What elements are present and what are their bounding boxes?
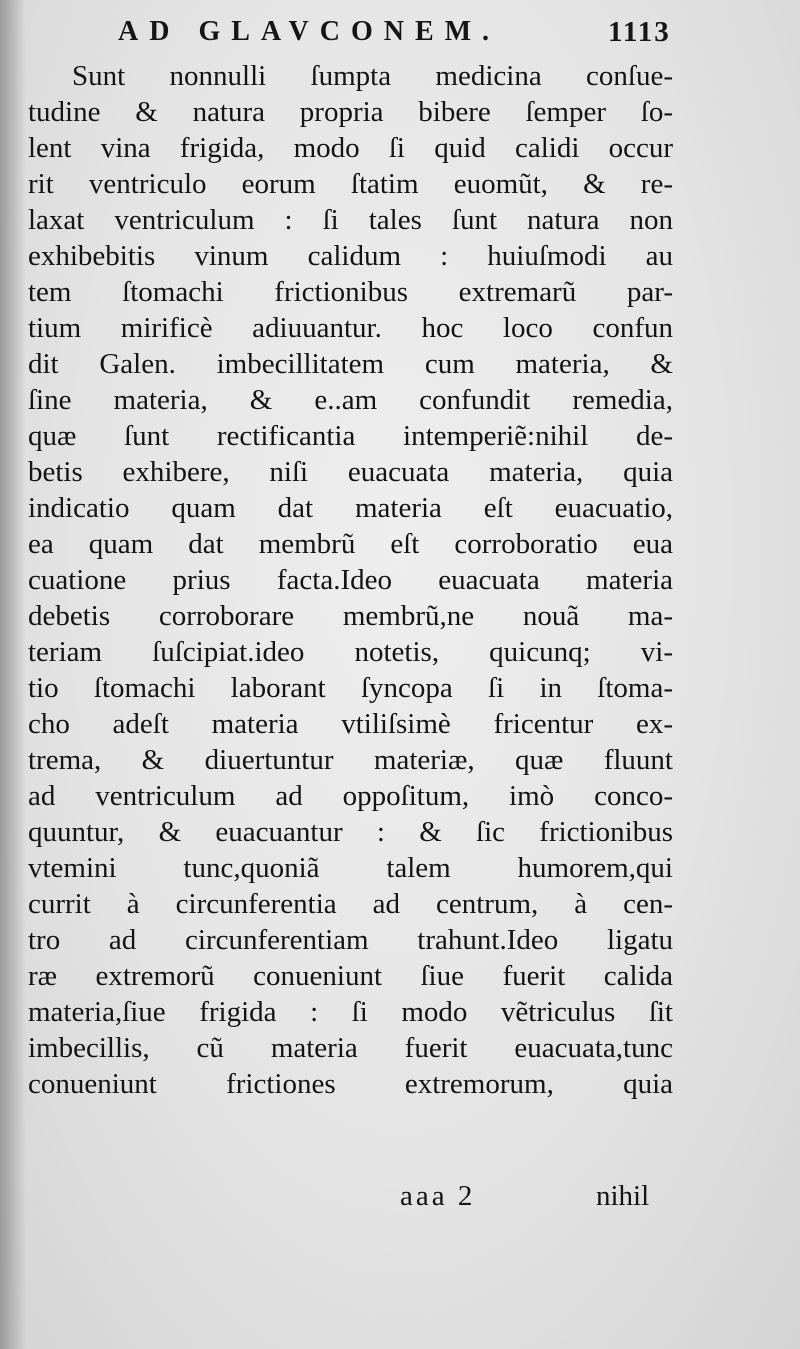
text-line: vtemini tunc,quoniã talem humorem,qui <box>28 852 673 884</box>
text-line: quæ ſunt rectificantia intemperiẽ:nihil de- <box>28 420 673 452</box>
text-line: currit à circunferentia ad centrum, à cen- <box>28 888 673 920</box>
text-line: tium mirificè adiuuantur. hoc loco confun <box>28 312 673 344</box>
text-line: ræ extremorũ conueniunt ſiue fuerit calida <box>28 960 673 992</box>
text-line: betis exhibere, niſi euacuata materia, quia <box>28 456 673 488</box>
gutter-shadow <box>0 0 26 1349</box>
text-line: tio ſtomachi laborant ſyncopa ſi in ſtoma- <box>28 672 673 704</box>
catchword: nihil <box>596 1180 650 1212</box>
text-line: tro ad circunferentiam trahunt.Ideo ligatu <box>28 924 673 956</box>
text-line: tudine & natura propria bibere ſemper ſo- <box>28 96 673 128</box>
text-line: ea quam dat membrũ eſt corroboratio eua <box>28 528 673 560</box>
text-line: quuntur, & euacuantur : & ſic frictionibus <box>28 816 673 848</box>
text-line: Sunt nonnulli ſumpta medicina conſue- <box>72 60 673 92</box>
text-line: imbecillis, cũ materia fuerit euacuata,tunc <box>28 1032 673 1064</box>
text-line: cho adeſt materia vtiliſsimè fricentur ex- <box>28 708 673 740</box>
page-footer <box>0 1180 800 1220</box>
body-text <box>28 58 673 1102</box>
text-line: exhibebitis vinum calidum : huiuſmodi au <box>28 240 673 272</box>
text-line: ſine materia, & e..am confundit remedia, <box>28 384 673 416</box>
text-line: conueniunt frictiones extremorum, quia <box>28 1068 673 1100</box>
text-line: materia,ſiue frigida : ſi modo vẽtriculus ſit <box>28 996 673 1028</box>
text-line: indicatio quam dat materia eſt euacuatio, <box>28 492 673 524</box>
running-head <box>0 14 800 54</box>
text-line: laxat ventriculum : ſi tales ſunt natura non <box>28 204 673 236</box>
text-line: tem ſtomachi frictionibus extremarũ par- <box>28 276 673 308</box>
signature-mark: aaa 2 <box>400 1180 476 1212</box>
text-line: teriam ſuſcipiat.ideo notetis, quicunq; vi- <box>28 636 673 668</box>
text-line: cuatione prius facta.Ideo euacuata materia <box>28 564 673 596</box>
text-line: ad ventriculum ad oppoſitum, imò conco- <box>28 780 673 812</box>
text-line: rit ventriculo eorum ſtatim euomũt, & re- <box>28 168 673 200</box>
text-line: lent vina frigida, modo ſi quid calidi occur <box>28 132 673 164</box>
running-title: AD GLAVCONEM. <box>118 16 501 47</box>
text-line: debetis corroborare membrũ,ne nouã ma- <box>28 600 673 632</box>
page-number: 1113 <box>608 16 671 48</box>
text-line: trema, & diuertuntur materiæ, quæ fluunt <box>28 744 673 776</box>
text-line: dit Galen. imbecillitatem cum materia, & <box>28 348 673 380</box>
